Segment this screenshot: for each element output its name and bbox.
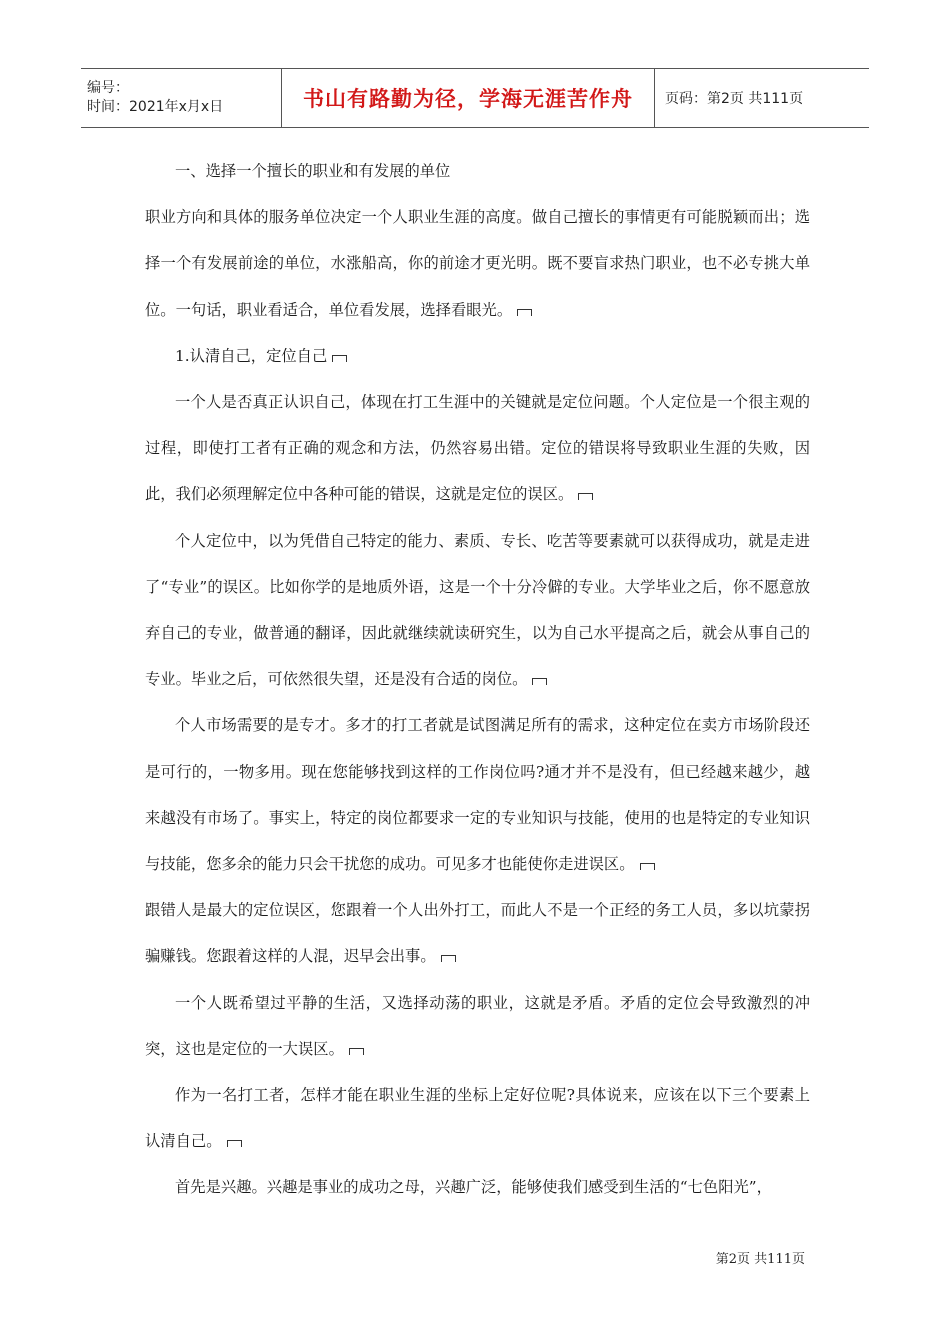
paragraph-mark-icon xyxy=(640,863,655,870)
paragraph-mark-icon xyxy=(578,493,593,500)
paragraph: 作为一名打工者，怎样才能在职业生涯的坐标上定好位呢?具体说来，应该在以下三个要素上认清自己。 xyxy=(145,1086,810,1151)
paragraph-mark-icon xyxy=(517,309,532,316)
subsection-heading: 1.认清自己，定位自己 xyxy=(145,333,810,379)
paragraph: 职业方向和具体的服务单位决定一个人职业生涯的高度。做自己擅长的事情更有可能脱颖而出；选择一个有发展前途的单位，水涨船高，你的前途才更光明。既不要盲求热门职业，也不必专挑大单位。一句话，职业看适合，单位看发展，选择看眼光。 xyxy=(145,208,810,319)
page-footer: 第2页 共111页 xyxy=(715,1252,805,1267)
paragraph: 首先是兴趣。兴趣是事业的成功之母，兴趣广泛，能够使我们感受到生活的“七色阳光”， xyxy=(175,1178,772,1197)
header-meta xyxy=(81,69,282,127)
paragraph: 一个人既希望过平静的生活，又选择动荡的职业，这就是矛盾。矛盾的定位会导致激烈的冲突，这也是定位的一大误区。 xyxy=(145,993,810,1058)
document-body xyxy=(145,148,810,1211)
paragraph-mark-icon xyxy=(227,1140,242,1147)
header-motto: 书山有路勤为径，学海无涯苦作舟 xyxy=(303,87,633,111)
header-page-number: 页码：第2页 共111页 xyxy=(665,91,804,107)
paragraph-mark-icon xyxy=(532,678,547,685)
page-header xyxy=(81,68,869,128)
paragraph: 个人定位中，以为凭借自己特定的能力、素质、专长、吃苦等要素就可以获得成功，就是走进了“专业”的误区。比如你学的是地质外语，这是一个十分冷僻的专业。大学毕业之后，你不愿意放弃自己的专业，做普通的翻译，因此就继续就读研究生，以为自己水平提高之后，就会从事自己的专业。毕业之后，可依然很失望，还是没有合适的岗位。 xyxy=(145,531,810,689)
header-motto-cell xyxy=(282,69,655,127)
section-heading: 一、选择一个擅长的职业和有发展的单位 xyxy=(175,162,451,180)
paragraph: 跟错人是最大的定位误区，您跟着一个人出外打工，而此人不是一个正经的务工人员，多以坑蒙拐骗赚钱。您跟着这样的人混，迟早会出事。 xyxy=(145,901,810,966)
paragraph: 个人市场需要的是专才。多才的打工者就是试图满足所有的需求，这种定位在卖方市场阶段还是可行的，一物多用。现在您能够找到这样的工作岗位吗?通才并不是没有，但已经越来越少，越来越没有市场了。事实上，特定的岗位都要求一定的专业知识与技能，使用的也是特定的专业知识与技能，您多余的能力只会干扰您的成功。可见多才也能使你走进误区。 xyxy=(145,716,810,874)
document-time-label: 时间：2021年x月x日 xyxy=(87,99,224,115)
paragraph-mark-icon xyxy=(332,355,347,362)
paragraph-mark-icon xyxy=(441,955,456,962)
document-number-label: 编号： xyxy=(87,80,129,96)
header-page-cell xyxy=(655,69,869,127)
paragraph: 一个人是否真正认识自己，体现在打工生涯中的关键就是定位问题。个人定位是一个很主观的过程，即使打工者有正确的观念和方法，仍然容易出错。定位的错误将导致职业生涯的失败，因此，我们必须理解定位中各种可能的错误，这就是定位的误区。 xyxy=(145,393,810,504)
paragraph-mark-icon xyxy=(349,1048,364,1055)
